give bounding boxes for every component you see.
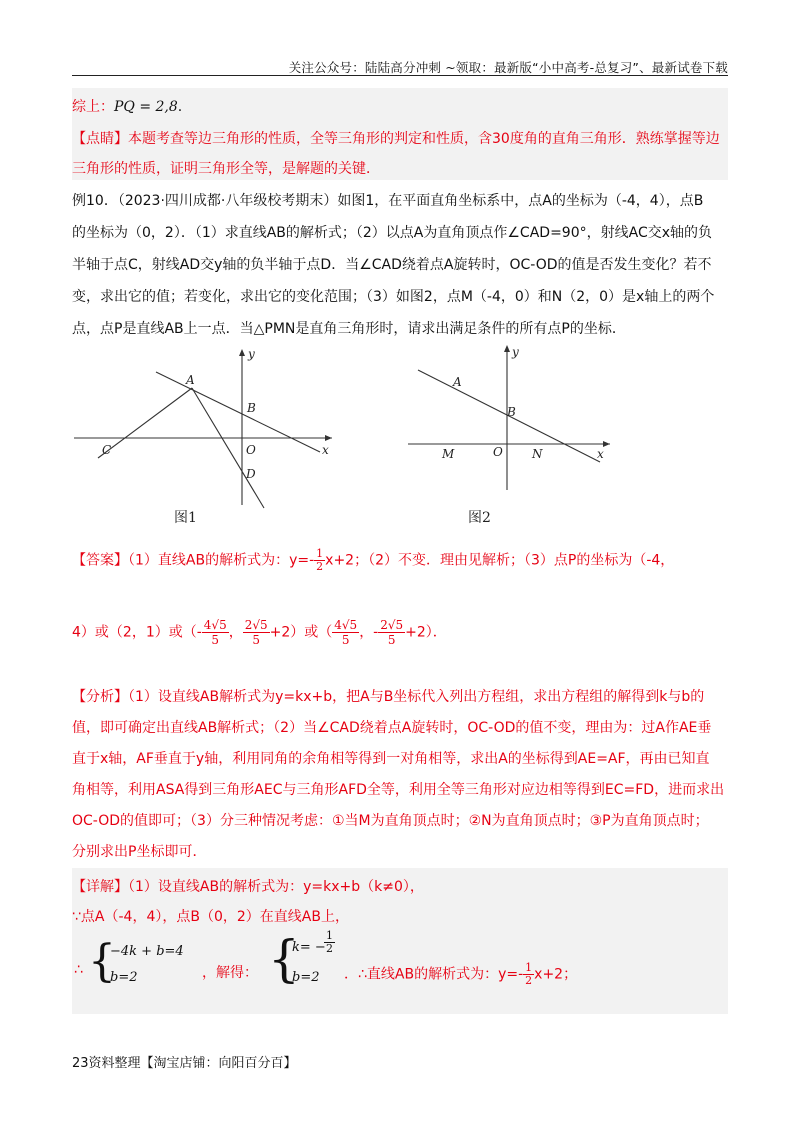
system-1-eq2: b=2 [110, 970, 138, 985]
analysis-line-5: OC-OD的值即可；（3）分三种情况考虑：①当M为直角顶点时；②N为直角顶点时；③P为直角顶点时； [72, 813, 709, 829]
fig1-label-b: B [247, 401, 256, 415]
frac-num: 4√5 [203, 618, 227, 632]
page-header: 关注公众号：陆陆高分冲刺 ~领取：最新版“小中高考-总复习”、最新试卷下载 [288, 60, 728, 75]
frac-num: 4√5 [334, 618, 358, 632]
answer-part-d: ，- [359, 624, 379, 641]
summary-end: . [177, 99, 183, 115]
header-rule [72, 75, 728, 76]
system-1-eq1: −4k + b=4 [110, 944, 184, 959]
frac-den: 2 [525, 974, 533, 987]
fig1-caption: 图1 [174, 510, 197, 526]
example-line-3: 半轴于点C，射线AD交y轴的负半轴于点D．当∠CAD绕着点A旋转时，OC-OD的值是否发生变化？若不 [72, 257, 712, 273]
fig1-label-d: D [246, 467, 256, 481]
answer-part-a: 4）或（2，1）或（- [72, 624, 202, 641]
fig1-ray-ac [98, 388, 192, 458]
system-2-k: k= − [292, 940, 326, 955]
frac-num: 2√5 [244, 618, 268, 632]
answer-line-2 [72, 618, 447, 647]
remark-line-2: 三角形的性质，证明三角形全等，是解题的关键． [72, 161, 380, 177]
fig1-line-ab [156, 372, 320, 452]
example-line-2: 的坐标为（0，2）．（1）求直线AB的解析式；（2）以点A为直角顶点作∠CAD=90°，射线AC交x轴的负 [72, 225, 713, 241]
detail-line-2: ∵点A（-4，4），点B（0，2）在直线AB上， [72, 909, 349, 925]
frac-num: 1 [525, 961, 533, 974]
answer-frac-3 [332, 618, 359, 647]
answer-line-1 [72, 548, 674, 573]
analysis-line-2: 值，即可确定出直线AB解析式；（2）当∠CAD绕着点A旋转时，OC-OD的值不变，理由为：过A作AE垂 [72, 720, 712, 736]
summary-line [72, 96, 182, 116]
frac-den: 5 [211, 633, 220, 647]
fig1-y-arrow [239, 349, 245, 356]
frac-num: 1 [316, 547, 324, 560]
figure-1 [70, 340, 340, 535]
fig2-label-y: y [512, 345, 519, 359]
fig2-label-m: M [442, 447, 455, 461]
summary-formula: PQ = 2,8 [114, 99, 178, 115]
system-1-brace: { [88, 936, 116, 987]
fig2-label-n: N [532, 447, 543, 461]
example-line-1: 例10．（2023·四川成都·八年级校考期末）如图1，在平面直角坐标系中，点A的坐标为（-4，4），点B [72, 193, 704, 209]
frac-den: 5 [252, 633, 260, 647]
frac-num: 1 [326, 929, 333, 942]
fig1-x-arrow [325, 435, 332, 441]
example-line-4: 变，求出它的值；若变化，求出它的变化范围；（3）如图2，点M（-4，0）和N（2，0）是x轴上的两个 [72, 289, 715, 305]
figure-2 [400, 340, 620, 535]
system-2-frac [324, 930, 335, 955]
answer-frac-1 [202, 618, 229, 647]
answer-frac-4 [378, 618, 405, 647]
fig2-caption: 图2 [468, 510, 491, 526]
frac-den: 5 [387, 633, 396, 647]
answer-part-b: ， [228, 624, 243, 641]
conclusion [344, 962, 577, 987]
answer-part-c: +2）或（ [269, 624, 333, 641]
detail-line-1: 【详解】（1）设直线AB的解析式为：y=kx+b（k≠0）， [72, 879, 424, 895]
example-line-5: 点，点P是直线AB上一点．当△PMN是直角三角形时，请求出满足条件的所有点P的坐标． [72, 321, 626, 337]
fig2-y-arrow [504, 345, 510, 352]
fig2-label-o: O [493, 445, 503, 459]
answer-suffix: x+2；（2）不变．理由见解析；（3）点P的坐标为（-4， [325, 552, 675, 569]
fig1-label-c: C [102, 443, 112, 457]
frac-den: 2 [326, 942, 333, 955]
conclusion-frac [523, 962, 534, 987]
frac-den: 2 [316, 560, 324, 573]
answer-frac-2 [243, 618, 270, 647]
conclusion-suffix: x+2； [534, 966, 578, 983]
fig2-label-a: A [453, 375, 462, 389]
analysis-line-1: 【分析】（1）设直线AB解析式为y=kx+b，把A与B坐标代入列出方程组，求出方程组的解得到k与b的 [72, 689, 705, 705]
conclusion-prefix: ．∴直线AB的解析式为：y=- [344, 966, 524, 983]
fig1-label-x: x [322, 443, 329, 457]
fig1-label-o: O [246, 443, 256, 457]
analysis-line-3: 直于x轴，AF垂直于y轴，利用同角的余角相等得到一对角相等，求出A的坐标得到AE=AF，再由已知直 [72, 751, 710, 767]
answer-part-e: +2）． [405, 624, 447, 641]
summary-label: 综上： [72, 99, 114, 115]
answer-frac-half [314, 548, 325, 573]
fig2-x-arrow [603, 441, 610, 447]
fig1-label-y: y [248, 347, 255, 361]
page-footer: 23资料整理【淘宝店铺：向阳百分百】 [72, 1056, 297, 1071]
analysis-line-6: 分别求出P坐标即可． [72, 844, 207, 860]
therefore-symbol: ∴ [74, 962, 83, 978]
answer-prefix: 【答案】（1）直线AB的解析式为：y=- [72, 552, 315, 569]
fig2-label-x: x [597, 447, 604, 461]
analysis-line-4: 角相等，利用ASA得到三角形AEC与三角形AFD全等，利用全等三角形对应边相等得到EC=FD，进而求出 [72, 782, 725, 798]
frac-den: 5 [341, 633, 350, 647]
solve-text: ，解得： [202, 965, 258, 981]
fig1-label-a: A [186, 373, 195, 387]
remark-line-1: 【点睛】本题考查等边三角形的性质，全等三角形的判定和性质，含30度角的直角三角形．熟练掌握等边 [72, 131, 720, 147]
system-2-b: b=2 [292, 970, 320, 985]
frac-num: 2√5 [380, 618, 404, 632]
fig2-label-b: B [507, 405, 516, 419]
system-2-brace: { [268, 930, 300, 988]
